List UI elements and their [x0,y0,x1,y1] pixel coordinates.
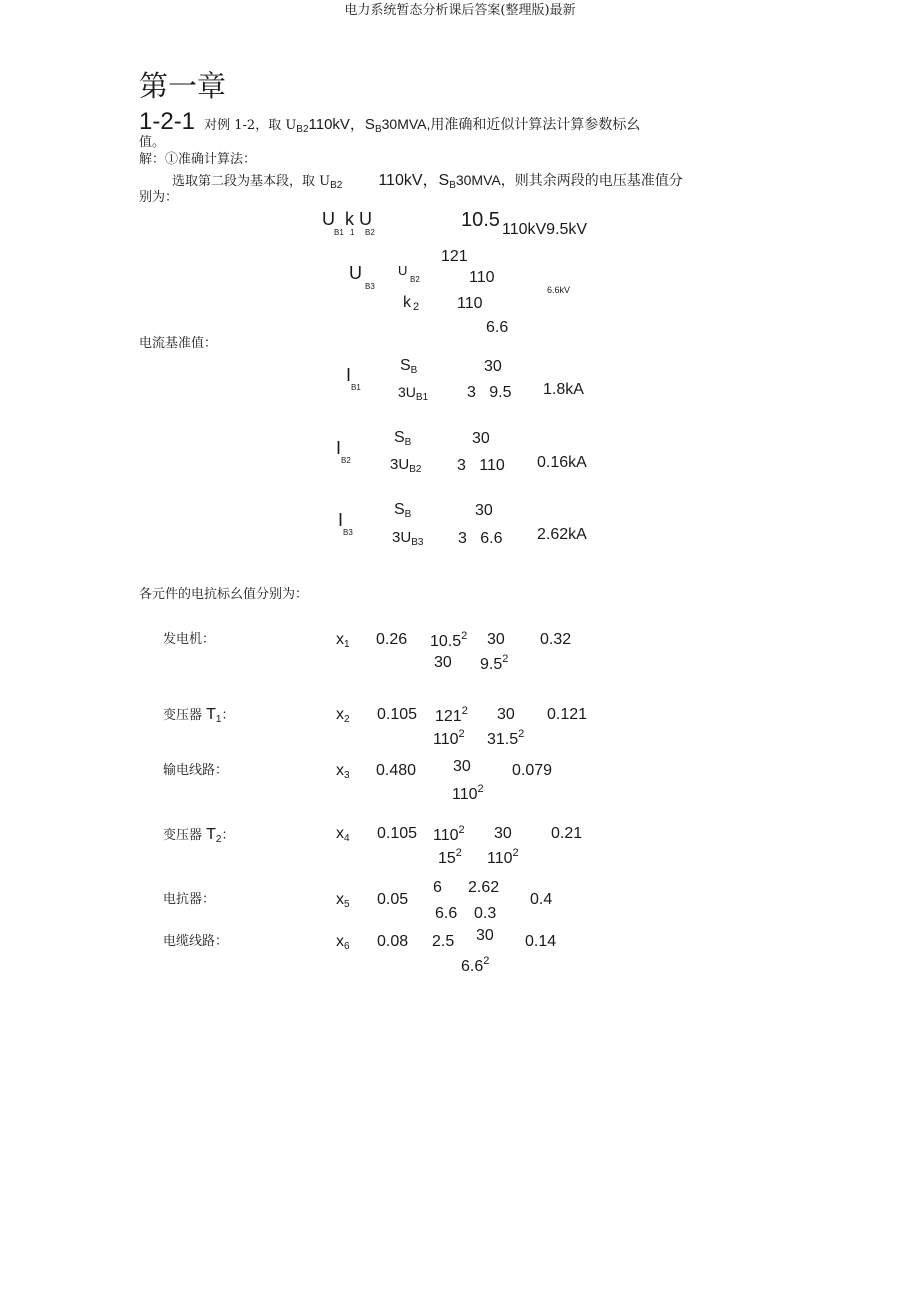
t2-n1-sup: 2 [458,824,465,836]
line-x-sym: x [336,762,344,779]
ib1-result: 1.8kA [543,381,584,398]
ib3-lhs: I [338,510,344,530]
ib1-num-val: 30 [484,358,502,375]
ib2-den [390,457,421,475]
t2-coef: 0.105 [377,825,418,842]
ib3-den-u: 3U [392,529,412,546]
t2-name-t: T [206,826,216,843]
t1-name-post: ： [221,708,235,723]
reactor-result: 0.4 [530,891,553,908]
t1-n1-sup: 2 [461,705,468,717]
ub1-below: 121 [441,248,468,265]
ib3-lhs-sub: B3 [343,528,353,537]
t1-x-sub: 2 [344,714,350,725]
ib3-den-sub: B3 [411,537,424,548]
ib1-num [400,358,417,376]
ub3-num-sub: B2 [410,275,420,284]
reactor-x-sym: x [336,891,344,908]
cable-x [336,934,350,952]
line-x [336,763,350,781]
t2-n1 [433,825,465,844]
line-n: 30 [453,758,471,775]
reactor-n1: 6 [433,879,442,896]
ib1-den [398,385,428,403]
ib2-num-sub: B [404,437,412,448]
solution-label: 解：①准确计算法： [139,152,257,167]
cable-d-sup: 2 [483,955,490,967]
cable-result: 0.14 [525,933,557,950]
problem-sub-b2: B2 [296,124,309,135]
solution-line1-pre: 选取第二段为基本段，取 U [172,174,331,189]
ib3-result: 2.62kA [537,526,587,543]
problem-number: 1-2-1 [139,108,196,135]
chapter-title: 第一章 [139,69,227,103]
ib2-num-val: 30 [472,430,490,447]
generator-n2: 30 [487,631,505,648]
reactor-x-sub: 5 [344,899,350,910]
t1-n2: 30 [497,706,515,723]
t2-name [163,826,235,845]
line-x-sub: 3 [344,770,350,781]
reactor-d1: 6.6 [435,905,458,922]
t1-d1-val: 110 [433,731,459,748]
reactor-name: 电抗器： [163,892,216,907]
ub1-sub-b1: B1 [334,228,344,237]
cable-x-sym: x [336,933,344,950]
t1-name-sub: 1 [215,714,222,725]
t1-name [163,706,235,725]
solution-sub-b: B [449,180,456,191]
ib3-den-val: 3 6.6 [458,530,503,547]
t1-d2 [487,729,524,748]
solution-sub-b2: B2 [330,180,343,191]
generator-d2 [480,654,508,673]
ib1-den-u: 3U [398,384,416,400]
ib2-lhs-sub: B2 [341,456,351,465]
cable-d [461,956,489,975]
cable-mul: 2.5 [432,933,455,950]
line-d-val: 110 [452,786,478,803]
t2-x-sub: 4 [344,833,350,844]
t1-n1-val: 121 [435,708,462,725]
line-result: 0.079 [512,762,553,779]
ib3-num-val: 30 [475,502,493,519]
t1-x [336,707,350,725]
ib1-lhs-sub: B1 [351,383,361,392]
cable-d-val: 6.6 [461,958,484,975]
t2-d1 [438,848,462,867]
line-name: 输电线路： [163,763,229,778]
t2-name-pre: 变压器 [163,828,207,843]
problem-text-line2: 值。 [139,135,166,150]
generator-d1: 30 [434,654,452,671]
problem-text-mid: 110kV，S [308,116,375,133]
cable-coef: 0.08 [377,933,409,950]
ib2-lhs: I [336,438,342,458]
solution-line1 [172,172,683,191]
t2-name-sub: 2 [215,834,222,845]
reactor-x [336,892,350,910]
t1-d1 [433,729,465,748]
generator-n1-val: 10.5 [430,633,462,650]
t1-name-pre: 变压器 [163,708,207,723]
generator-n1-sup: 2 [461,630,468,642]
ub1-sub-1: 1 [350,228,355,237]
ib1-den-val: 3 9.5 [467,384,512,401]
t2-d1-val: 15 [438,850,456,867]
reactance-label: 各元件的电抗标幺值分别为： [139,587,309,602]
ib2-num [394,430,411,448]
t1-d1-sup: 2 [458,728,465,740]
reactor-n2: 2.62 [468,879,500,896]
solution-line1-post: 30MVA，则其余两段的电压基准值分 [455,172,683,188]
ib3-num [394,502,411,520]
t1-x-sym: x [336,706,344,723]
t2-result: 0.21 [551,825,583,842]
generator-d2-val: 9.5 [480,656,503,673]
t1-result: 0.121 [547,706,588,723]
problem-sub-b: B [374,124,382,135]
ub3-lhs-sub: B3 [365,282,375,291]
ub3-result: 6.6kV [547,285,571,295]
ub3-den-sub: 2 [413,301,420,313]
cable-n: 30 [476,927,494,944]
generator-coef: 0.26 [376,631,408,648]
ub1-value: 10.5 [461,209,500,231]
ib1-den-sub: B1 [415,392,429,403]
t2-x [336,826,350,844]
reactor-d2: 0.3 [474,905,497,922]
t1-name-t: T [206,706,216,723]
ib3-num-s: S [394,501,405,518]
t2-d2 [487,848,519,867]
t2-x-sym: x [336,825,344,842]
generator-x-sub: 1 [344,639,350,650]
problem-statement [139,110,640,135]
ib2-result: 0.16kA [537,454,587,471]
t1-d2-val: 31.5 [487,731,519,748]
line-coef: 0.480 [376,762,417,779]
ib2-den-val: 3 110 [457,457,505,474]
ub3-num: U [398,263,408,278]
ub3-val-top: 110 [469,269,495,286]
ib2-num-s: S [394,429,405,446]
ib1-num-s: S [400,357,411,374]
ub1-tail: 110kV9.5kV [502,221,588,238]
cable-x-sub: 6 [344,941,350,952]
problem-text-pre: 对例 1-2，取 U [204,118,297,133]
line-d [452,784,484,803]
generator-d2-sup: 2 [502,653,509,665]
problem-text-post: 30MVA,用准确和近似计算法计算参数标幺 [381,116,641,132]
t1-d2-sup: 2 [518,728,525,740]
t2-d1-sup: 2 [455,847,462,859]
t2-d2-val: 110 [487,850,513,867]
ub3-val-bot: 6.6 [486,319,509,336]
cable-name: 电缆线路： [163,934,229,949]
ub3-lhs: U [349,263,362,283]
ib1-lhs: I [346,365,352,385]
t1-n1 [435,706,468,725]
ib3-num-sub: B [404,509,412,520]
generator-name: 发电机： [163,632,216,647]
ub1-sub-b2: B2 [365,228,375,237]
ib2-den-sub: B2 [409,464,422,475]
reactor-coef: 0.05 [377,891,409,908]
running-header: 电力系统暂态分析课后答案(整理版)最新 [344,3,576,18]
ib1-num-sub: B [410,365,418,376]
solution-line2: 别为： [139,190,179,205]
ub3-den: k [403,294,411,311]
t1-coef: 0.105 [377,706,418,723]
line-d-sup: 2 [477,783,484,795]
current-base-label: 电流基准值： [139,336,218,351]
generator-n1 [430,631,467,650]
generator-x [336,632,350,650]
t2-name-post: ： [221,828,235,843]
ib2-den-u: 3U [390,456,410,473]
solution-line1-mid: 110kV，S [378,172,450,189]
ib3-den [392,530,423,548]
generator-x-sym: x [336,631,344,648]
t2-n1-val: 110 [433,827,459,844]
ub3-val-mid: 110 [457,295,483,312]
t2-n2: 30 [494,825,512,842]
generator-result: 0.32 [540,631,572,648]
t2-d2-sup: 2 [512,847,519,859]
ub1-lhs: U k U [322,209,373,229]
